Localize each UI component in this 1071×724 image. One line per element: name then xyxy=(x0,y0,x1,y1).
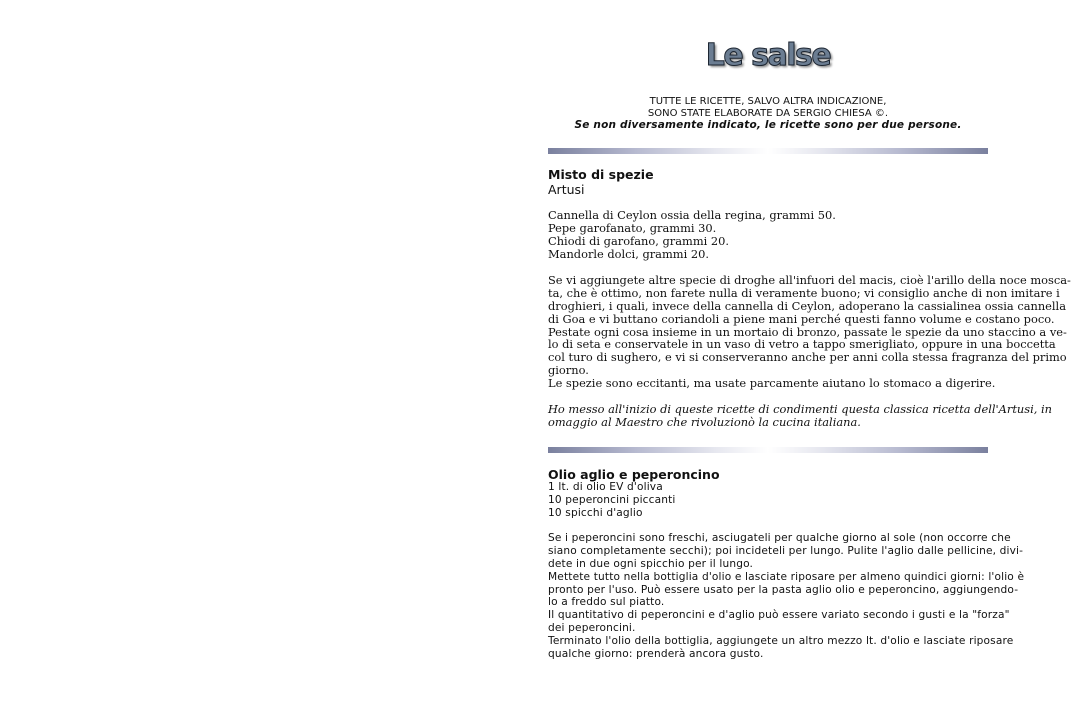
body-line: ta, che è ottimo, non farete nulla di veramente buono; vi consiglio anche di non imitare i xyxy=(548,285,1060,300)
recipe-body xyxy=(548,532,1025,661)
ingredient-item: Mandorle dolci, grammi 20. xyxy=(548,246,709,261)
body-line: pronto per l'uso. Può essere usato per la pasta aglio olio e peperoncino, aggiungendo- xyxy=(548,583,1019,596)
ingredient-item: Chiodi di garofano, grammi 20. xyxy=(548,233,729,248)
recipe-title: Olio aglio e peperoncino xyxy=(548,467,720,482)
body-line: Pestate ogni cosa insieme in un mortaio di bronzo, passate le spezie da uno staccino a ve- xyxy=(548,324,1067,339)
body-line: Mettete tutto nella bottiglia d'olio e lasciate riposare per almeno quindici giorni: l'olio è xyxy=(548,570,1025,583)
body-line: droghieri, i quali, invece della cannella di Ceylon, adoperano la cassialinea ossia cannella xyxy=(548,298,1066,313)
body-line: Se vi aggiungete altre specie di droghe all'infuori del macis, cioè l'arillo della noce mosca- xyxy=(548,273,1071,287)
document-page xyxy=(548,0,1071,724)
body-line: col turo di sughero, e vi si conserveranno anche per anni colla stessa fragranza del primo xyxy=(548,350,1067,365)
credits-line: SONO STATE ELABORATE DA SERGIO CHIESA ©. xyxy=(647,107,889,119)
body-line: Se i peperoncini sono freschi, asciugateli per qualche giorno al sole (non occorre che xyxy=(548,532,1011,544)
page-header xyxy=(548,38,988,73)
servings-note: Se non diversamente indicato, le ricette sono per due persone. xyxy=(574,119,962,131)
ingredient-item: Pepe garofanato, grammi 30. xyxy=(548,220,717,235)
ingredient-item: 10 peperoncini piccanti xyxy=(548,493,676,506)
recipe-title: Misto di spezie xyxy=(548,167,654,182)
body-line: giorno. xyxy=(548,363,589,378)
body-line: Il quantitativo di peperoncini e d'aglio può essere variato secondo i gusti e la "forza" xyxy=(548,609,1010,622)
body-line: dete in due ogni spicchio per il lungo. xyxy=(548,557,754,570)
ingredient-item: 10 spicchi d'aglio xyxy=(548,506,643,519)
ingredient-list xyxy=(548,209,988,261)
recipe-note xyxy=(548,402,1052,429)
credits-line: TUTTE LE RICETTE, SALVO ALTRA INDICAZIONE, xyxy=(649,96,887,107)
body-line: qualche giorno: prenderà ancora gusto. xyxy=(548,648,764,661)
credits-block xyxy=(548,96,988,132)
body-line: lo a freddo sul piatto. xyxy=(548,596,665,609)
recipe-author: Artusi xyxy=(548,182,585,197)
body-line: siano completamente secchi); poi incideteli per lungo. Pulite l'aglio dalle pellicine, divi- xyxy=(548,544,1024,557)
section-divider xyxy=(548,447,988,453)
body-line: Terminato l'olio della bottiglia, aggiungete un altro mezzo lt. d'olio e lasciate riposare xyxy=(548,635,1014,648)
page-title: Le salse xyxy=(705,38,831,73)
note-line: omaggio al Maestro che rivoluzionò la cucina italiana. xyxy=(548,414,861,429)
recipe-body xyxy=(548,273,1071,391)
body-line: lo di seta e conservatele in un vaso di vetro a tappo smerigliato, oppure in una boccetta xyxy=(548,337,1056,352)
body-line: Le spezie sono eccitanti, ma usate parcamente aiutano lo stomaco a digerire. xyxy=(548,376,996,391)
ingredient-item: Cannella di Ceylon ossia della regina, grammi 50. xyxy=(548,208,836,222)
section-divider xyxy=(548,148,988,154)
ingredient-item: 1 lt. di olio EV d'oliva xyxy=(548,481,663,493)
ingredient-list xyxy=(548,481,988,520)
body-line: dei peperoncini. xyxy=(548,622,636,635)
note-line: Ho messo all'inizio di queste ricette di condimenti questa classica ricetta dell'Artusi, in xyxy=(548,402,1052,416)
body-line: di Goa e vi buttano coriandoli a piene mani perché questi fanno volume e costano poco. xyxy=(548,311,1055,326)
